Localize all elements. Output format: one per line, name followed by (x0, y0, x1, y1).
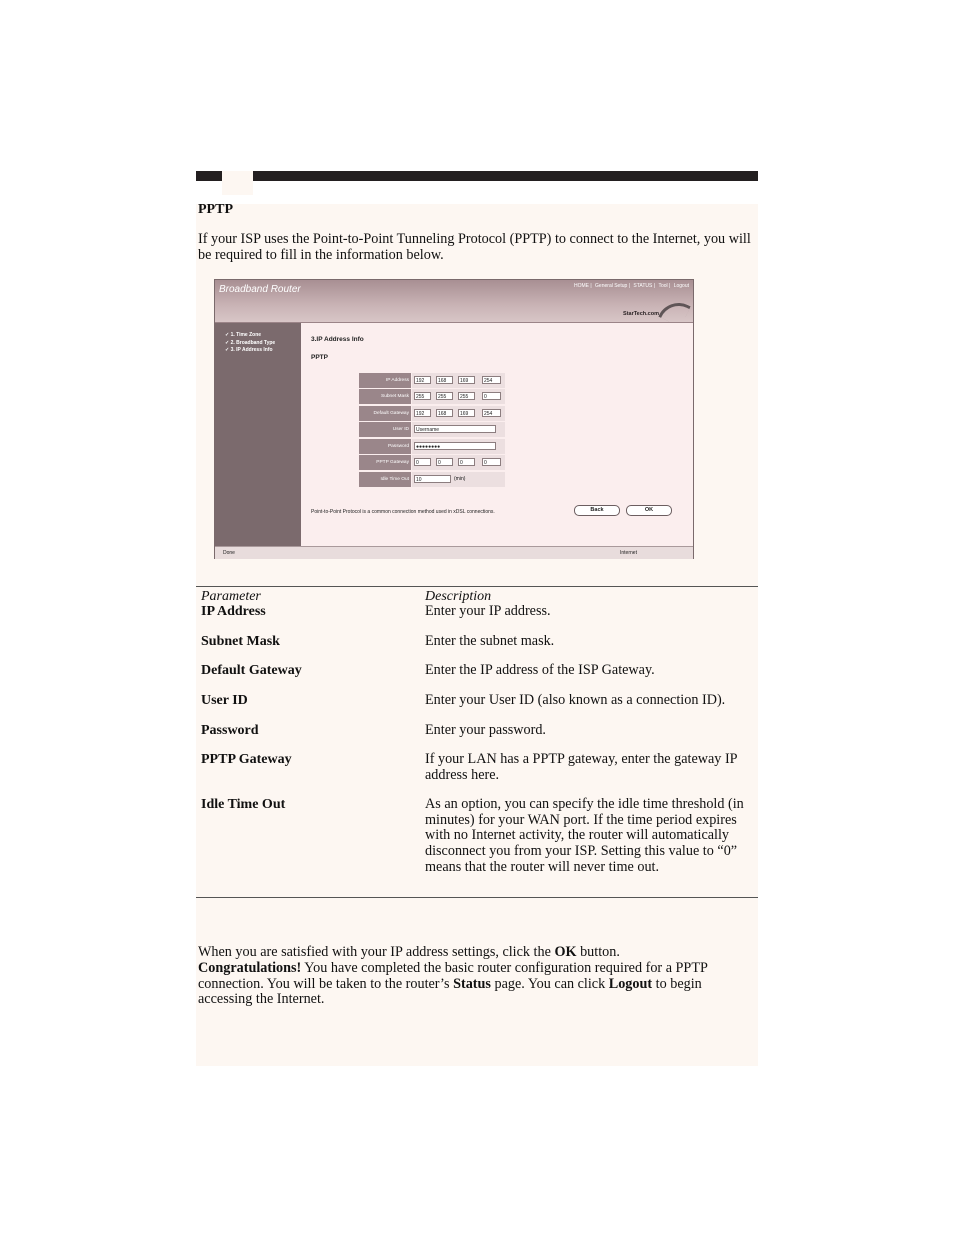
nav-tool[interactable]: Tool (658, 283, 668, 289)
router-subheading: PPTP (311, 354, 328, 361)
row-ip-address (359, 373, 507, 388)
router-heading: 3.IP Address Info (311, 336, 364, 343)
desc-default-gateway: Enter the IP address of the ISP Gateway. (425, 662, 655, 678)
idle-time-input[interactable]: 10 (414, 475, 451, 483)
ok-emphasis: OK (554, 944, 577, 960)
back-button[interactable]: Back (574, 505, 620, 516)
router-screenshot (214, 279, 694, 559)
table-bottom-rule (196, 897, 758, 898)
label-default-gateway: Default Gateway (359, 406, 411, 421)
nav-home[interactable]: HOME (573, 283, 589, 289)
pptp-note: Point-to-Point Protocol is a common connection method used in xDSL connections. (311, 509, 495, 515)
mask-octet-1[interactable]: 255 (414, 392, 431, 400)
gw-octet-1[interactable]: 192 (414, 409, 431, 417)
status-internet: Internet (620, 550, 637, 556)
ip-octet-2[interactable]: 168 (436, 376, 453, 384)
param-password: Password (201, 723, 259, 738)
row-default-gateway (359, 406, 507, 421)
congratulations-emphasis: Congratulations! (198, 960, 302, 976)
desc-password: Enter your password. (425, 722, 546, 738)
ip-octet-1[interactable]: 192 (414, 376, 431, 384)
mask-octet-2[interactable]: 255 (436, 392, 453, 400)
closing-paragraph-1: When you are satisfied with your IP address settings, click the OK button. (198, 944, 620, 960)
label-idle-time-out: Idle Time Out (359, 472, 411, 487)
label-user-id: User ID (359, 422, 411, 437)
status-emphasis: Status (453, 975, 491, 992)
step-ip-address-info[interactable]: ✓ 3. IP Address Info (225, 347, 273, 354)
row-idle-time-out (359, 472, 507, 487)
row-password (359, 439, 507, 454)
desc-user-id: Enter your User ID (also known as a connection ID). (425, 692, 726, 708)
wizard-steps (225, 332, 275, 355)
logout-emphasis: Logout (608, 975, 653, 992)
desc-idle-time-out: As an option, you can specify the idle time threshold (in minutes) for your WAN port. If the time period expires with no Internet activity, the router will automatically disconnect you from your ISP. Setting this value to “0” means that the router will never time out. (425, 796, 744, 875)
param-pptp-gateway: PPTP Gateway (201, 752, 292, 767)
param-ip-address: IP Address (201, 604, 266, 619)
row-subnet-mask (359, 389, 507, 404)
closing-paragraph-2: Congratulations! You have completed the basic router configuration required for a PPTP connection. You will be taken to the router’s Status page. You can click Logout to begin accessing the Internet. (198, 960, 708, 1008)
step-time-zone[interactable]: ✓ 1. Time Zone (225, 332, 262, 338)
router-header (215, 280, 693, 323)
header-rule-left (196, 171, 222, 181)
gw-octet-4[interactable]: 254 (482, 409, 501, 417)
nav-logout[interactable]: Logout (673, 283, 689, 289)
section-title: PPTP (198, 202, 233, 217)
table-header-description: Description (425, 589, 492, 604)
ip-octet-3[interactable]: 169 (458, 376, 475, 384)
desc-pptp-gateway: If your LAN has a PPTP gateway, enter the gateway IP address here. (425, 751, 738, 783)
gw-octet-2[interactable]: 168 (436, 409, 453, 417)
pptp-octet-4[interactable]: 0 (482, 458, 501, 466)
password-input[interactable]: ●●●●●●●● (414, 442, 496, 450)
pptp-octet-2[interactable]: 0 (436, 458, 453, 466)
label-pptp-gateway: PPTP Gateway (359, 455, 411, 470)
desc-ip-address: Enter your IP address. (425, 603, 551, 619)
brand-logo: StarTech.com (623, 311, 659, 317)
gw-octet-3[interactable]: 169 (458, 409, 475, 417)
param-subnet-mask: Subnet Mask (201, 634, 280, 649)
nav-status[interactable]: STATUS (633, 283, 653, 289)
router-main (301, 323, 693, 546)
mask-octet-3[interactable]: 255 (458, 392, 475, 400)
table-header-parameter: Parameter (201, 589, 261, 604)
desc-subnet-mask: Enter the subnet mask. (425, 633, 555, 649)
label-subnet-mask: Subnet Mask (359, 389, 411, 404)
row-user-id (359, 422, 507, 437)
browser-status-bar (215, 546, 693, 559)
label-ip-address: IP Address (359, 373, 411, 388)
table-top-rule (196, 586, 758, 587)
pptp-octet-3[interactable]: 0 (458, 458, 475, 466)
param-idle-time-out: Idle Time Out (201, 797, 286, 812)
status-done: Done (223, 550, 235, 556)
header-rule (196, 171, 758, 181)
pptp-octet-1[interactable]: 0 (414, 458, 431, 466)
param-user-id: User ID (201, 693, 248, 708)
nav-general-setup[interactable]: General Setup (595, 283, 628, 289)
router-app-title: Broadband Router (219, 284, 301, 295)
user-id-input[interactable]: Username (414, 425, 496, 433)
intro-paragraph: If your ISP uses the Point-to-Point Tunneling Protocol (PPTP) to connect to the Internet, you will be required to fill in the information below. (198, 231, 751, 263)
idle-time-unit: (min) (454, 476, 466, 482)
header-tab-gap (222, 171, 253, 195)
ok-button[interactable]: OK (626, 505, 672, 516)
step-broadband-type[interactable]: ✓ 2. Broadband Type (225, 339, 276, 346)
param-default-gateway: Default Gateway (201, 663, 302, 678)
router-sidebar (215, 323, 301, 546)
ip-octet-4[interactable]: 254 (482, 376, 501, 384)
label-password: Password (359, 439, 411, 454)
router-nav: HOME | General Setup | STATUS | Tool | Logout (573, 283, 689, 289)
mask-octet-4[interactable]: 0 (482, 392, 501, 400)
row-pptp-gateway (359, 455, 507, 470)
